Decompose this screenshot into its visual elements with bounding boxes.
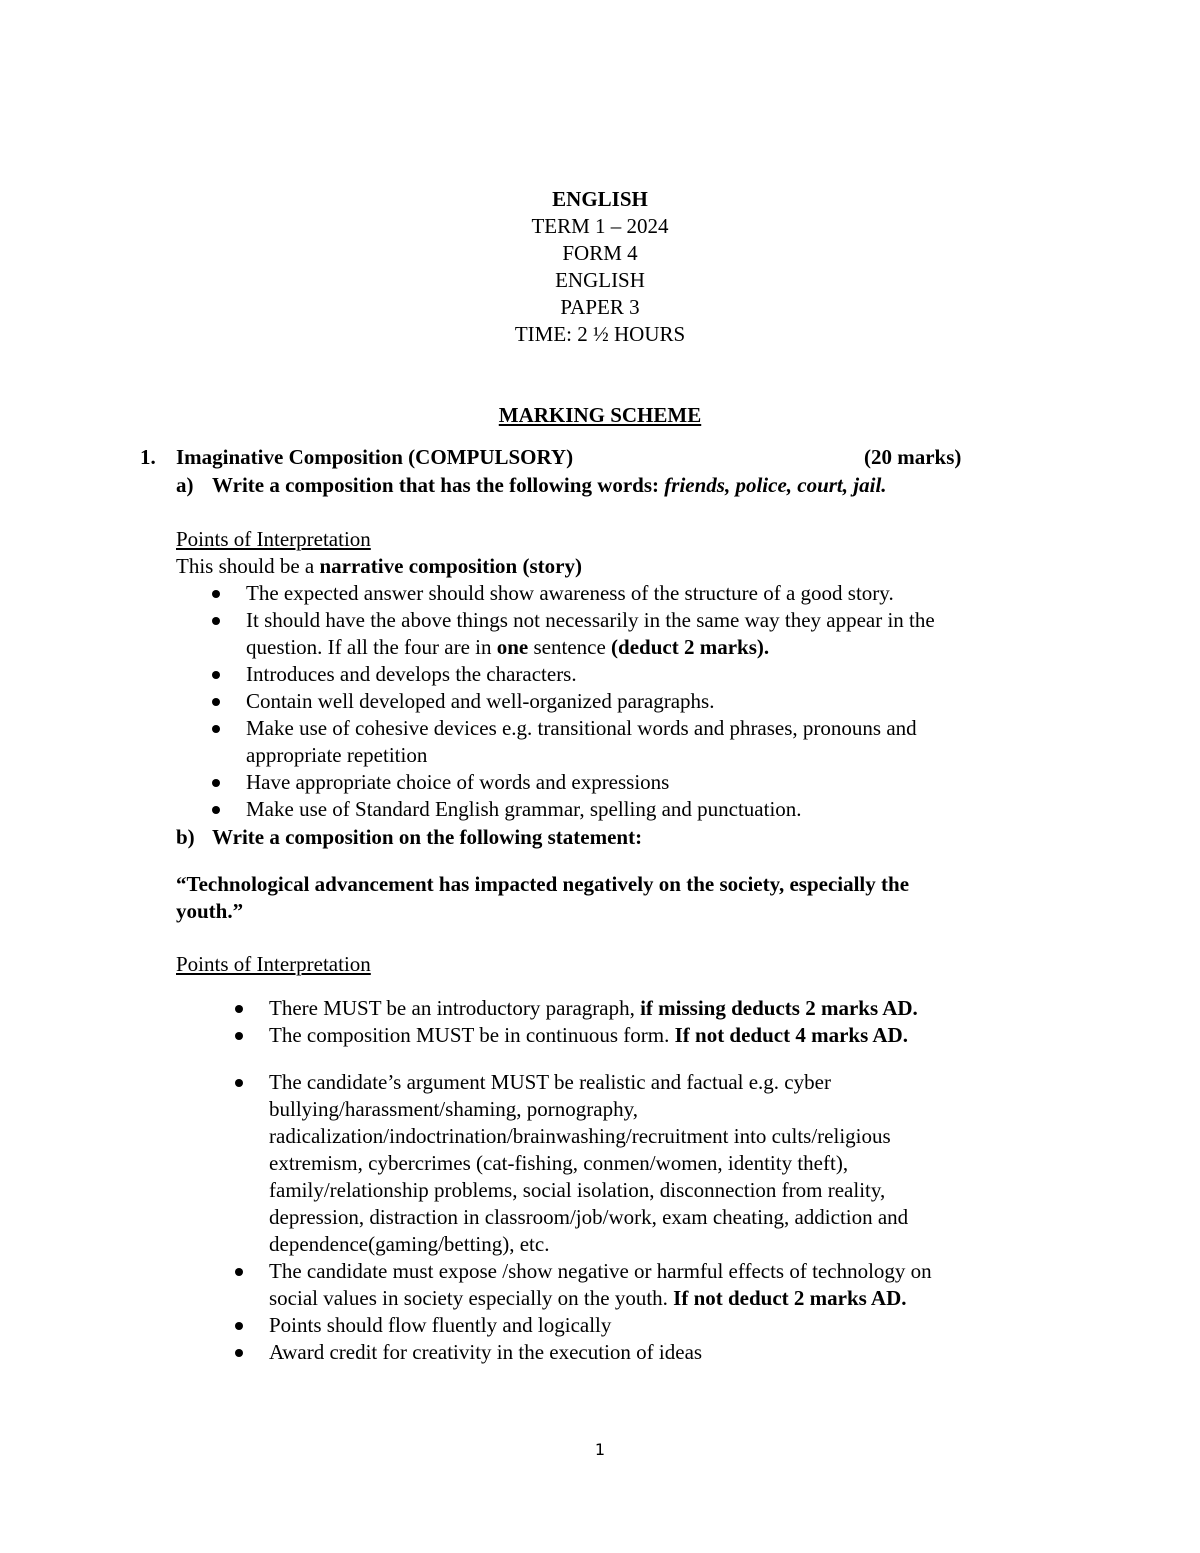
list-item: The candidate must expose /show negative or harmful effects of technology on social values in society especially on the youth. If not deduct 2 marks AD. bbox=[269, 1258, 1049, 1312]
part-a-prompt: Write a composition that has the following words: friends, police, court, jail. bbox=[212, 473, 887, 497]
question-number: 1. bbox=[140, 445, 156, 469]
part-b-prompt: Write a composition on the following statement: bbox=[212, 825, 643, 849]
list-item: Make use of Standard English grammar, spelling and punctuation. bbox=[246, 796, 1046, 823]
list-item: Make use of cohesive devices e.g. transitional words and phrases, pronouns and appropriate repetition bbox=[246, 715, 1046, 769]
header-subject: ENGLISH bbox=[552, 187, 648, 211]
part-a-label: a) bbox=[176, 473, 194, 497]
part-a-intro: This should be a narrative composition (story) bbox=[176, 554, 582, 578]
list-item: Award credit for creativity in the execution of ideas bbox=[269, 1339, 1049, 1366]
part-b-points-list bbox=[269, 995, 1049, 1366]
list-item: Points should flow fluently and logically bbox=[269, 1312, 1049, 1339]
page-title: MARKING SCHEME bbox=[498, 403, 702, 427]
list-item: There MUST be an introductory paragraph, if missing deducts 2 marks AD. bbox=[269, 995, 1049, 1022]
list-item: It should have the above things not necessarily in the same way they appear in the question. If all the four are in one sentence (deduct 2 marks). bbox=[246, 607, 1046, 661]
page-number: 1 bbox=[594, 1440, 606, 1459]
list-item: The expected answer should show awareness of the structure of a good story. bbox=[246, 580, 1046, 607]
header-time: TIME: 2 ½ HOURS bbox=[514, 322, 686, 346]
list-item: Introduces and develops the characters. bbox=[246, 661, 1046, 688]
part-a-points-list bbox=[246, 580, 1046, 823]
question-title: Imaginative Composition (COMPULSORY) bbox=[176, 445, 574, 469]
list-item: Contain well developed and well-organized paragraphs. bbox=[246, 688, 1046, 715]
header-term: TERM 1 – 2024 bbox=[531, 214, 669, 238]
header-paper: PAPER 3 bbox=[560, 295, 640, 319]
part-b-points-heading: Points of Interpretation bbox=[176, 952, 371, 976]
part-b-label: b) bbox=[176, 825, 195, 849]
document-header bbox=[0, 186, 1200, 348]
list-item: The candidate’s argument MUST be realistic and factual e.g. cyber bullying/harassment/shaming, pornography, radicalization/indoctrination/brainwashing/recruitment into cults/religious extremism, cybercrimes (cat-fishing, conmen/women, identity theft), family/relationship problems, social isolation, disconnection from reality, depression, distraction in classroom/job/work, exam cheating, addiction and dependence(gaming/betting), etc. bbox=[269, 1069, 1049, 1258]
list-item: The composition MUST be in continuous form. If not deduct 4 marks AD. bbox=[269, 1022, 1049, 1049]
list-item: Have appropriate choice of words and expressions bbox=[246, 769, 1046, 796]
part-a-points-heading: Points of Interpretation bbox=[176, 527, 371, 551]
question-marks: (20 marks) bbox=[864, 445, 962, 469]
part-b-statement: “Technological advancement has impacted negatively on the society, especially the youth.” bbox=[176, 872, 910, 923]
header-subject-repeat: ENGLISH bbox=[555, 268, 645, 292]
header-form: FORM 4 bbox=[562, 241, 638, 265]
